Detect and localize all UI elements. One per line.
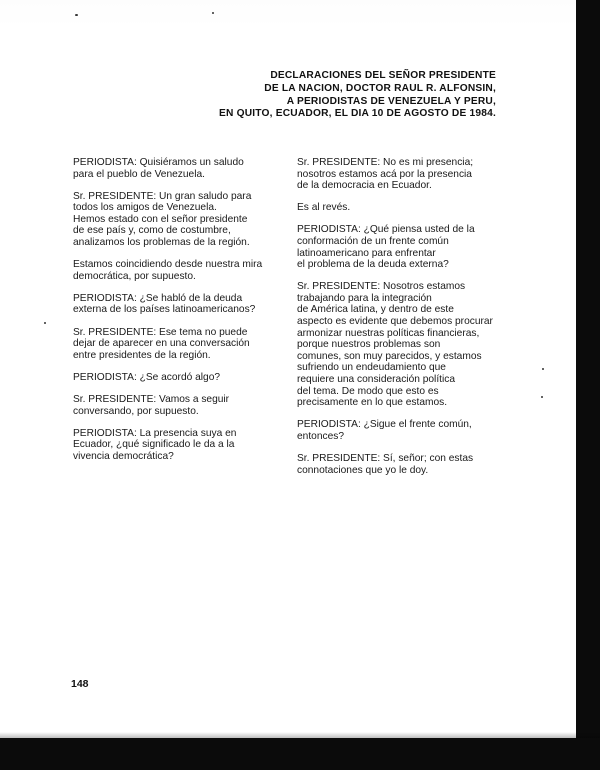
interview-paragraph: PERIODISTA: Quisiéramos un saludo para el pueblo de Venezuela. (73, 157, 244, 180)
interview-paragraph: PERIODISTA: La presencia suya en Ecuador, ¿qué significado le da a la vivencia democrática? (73, 427, 237, 462)
interview-paragraph: PERIODISTA: ¿Sigue el frente común, entonces? (297, 419, 472, 442)
scan-right-border (576, 0, 600, 770)
document-heading (136, 70, 496, 121)
left-column (73, 157, 278, 473)
heading-line: A PERIODISTAS DE VENEZUELA Y PERU, (286, 95, 496, 107)
scan-speck (75, 14, 78, 16)
interview-paragraph: PERIODISTA: ¿Se habló de la deuda externa de los países latinoamericanos? (73, 292, 256, 316)
interview-paragraph: Estamos coincidiendo desde nuestra mira democrática, por supuesto. (73, 259, 263, 282)
interview-paragraph: Sr. PRESIDENTE: Un gran saludo para todos los amigos de Venezuela. Hemos estado con el señor presidente de ese país y, como de costumbre, analizamos los problemas de la región. (73, 190, 252, 249)
interview-paragraph: Sr. PRESIDENTE: Sí, señor; con estas connotaciones que yo le doy. (297, 452, 474, 476)
interview-paragraph: Es al revés. (297, 202, 351, 214)
interview-paragraph: PERIODISTA: ¿Qué piensa usted de la conformación de un frente común latinoamericano para enfrentar el problema de la deuda externa? (297, 224, 475, 271)
heading-line: EN QUITO, ECUADOR, EL DIA 10 DE AGOSTO DE 1984. (219, 108, 496, 120)
interview-paragraph: Sr. PRESIDENTE: Nosotros estamos trabajando para la integración de América latina, y dentro de este aspecto es evidente que debemos procurar armonizar nuestras políticas financieras, porque nuestros problemas son comunes, son muy parecidos, y estamos sufriendo un endeudamiento que requiere una consideración política del tema. De modo que esto es precisamente en lo que estamos. (297, 281, 493, 409)
scan-bottom-border (0, 738, 600, 770)
scan-speck (212, 12, 214, 14)
right-column (297, 157, 517, 487)
interview-paragraph: Sr. PRESIDENTE: No es mi presencia; nosotros estamos acá por la presencia de la democracia en Ecuador. (297, 157, 474, 192)
scan-speck (541, 396, 543, 398)
interview-paragraph: Sr. PRESIDENTE: Vamos a seguir conversando, por supuesto. (73, 393, 230, 417)
interview-paragraph: Sr. PRESIDENTE: Ese tema no puede dejar de aparecer en una conversación entre presidentes de la región. (73, 326, 250, 361)
heading-line: DE LA NACION, DOCTOR RAUL R. ALFONSIN, (264, 82, 496, 94)
scan-speck (542, 368, 544, 370)
scan-speck (44, 322, 46, 324)
scan-top-margin (0, 0, 600, 28)
heading-line: DECLARACIONES DEL SEÑOR PRESIDENTE (270, 70, 496, 81)
page-number: 148 (71, 678, 89, 690)
interview-paragraph: PERIODISTA: ¿Se acordó algo? (73, 371, 221, 383)
